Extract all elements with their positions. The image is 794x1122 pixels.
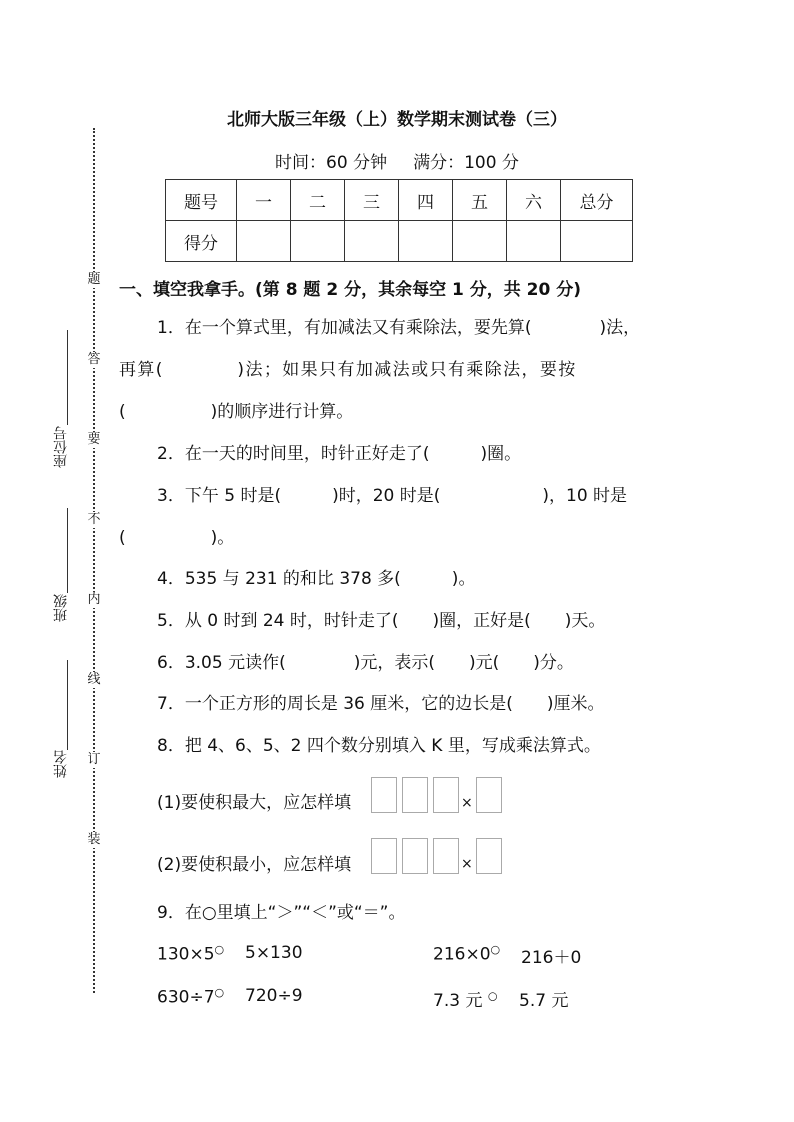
score-table-score-row (166, 221, 633, 262)
digit-box[interactable] (402, 777, 428, 813)
score-table-cell: 六 (507, 180, 561, 221)
question-3-line-2: ( )。 (119, 528, 235, 548)
compare-left: 630÷7 (157, 987, 215, 1008)
question-1-line-2: 再算( )法；如果只有加减法或只有乘除法，要按 (119, 360, 577, 380)
digit-box[interactable] (476, 777, 502, 813)
score-entry-cell[interactable] (237, 221, 291, 262)
class-line (67, 508, 68, 593)
question-9: 9．在○里填上“＞”“＜”或“＝”。 (157, 903, 406, 923)
comparison-item (157, 943, 224, 965)
question-1-line-1: 1．在一个算式里，有加减法又有乘除法，要先算( )法， (157, 318, 641, 338)
question-2: 2．在一天的时间里，时针正好走了( )圈。 (157, 444, 522, 464)
score-entry-cell[interactable] (453, 221, 507, 262)
digit-box[interactable] (402, 838, 428, 874)
name-line (67, 660, 68, 750)
multiply-sign: × (461, 795, 473, 811)
full-score: 满分：100 分 (413, 153, 519, 173)
question-7: 7．一个正方形的周长是 36 厘米，它的边长是( )厘米。 (157, 694, 605, 714)
section-heading: 一、填空我拿手。(第 8 题 2 分，其余每空 1 分，共 20 分) (119, 280, 582, 300)
binding-char: 线 (84, 672, 104, 688)
page-title: 北师大版三年级（上）数学期末测试卷（三） (227, 110, 567, 130)
score-entry-cell[interactable] (561, 221, 633, 262)
binding-char: 不 (84, 512, 104, 528)
comparison-item (433, 943, 500, 965)
score-entry-cell[interactable] (291, 221, 345, 262)
digit-box[interactable] (371, 777, 397, 813)
question-6: 6．3.05 元读作( )元，表示( )元( )分。 (157, 653, 574, 673)
score-entry-cell[interactable] (399, 221, 453, 262)
digit-box[interactable] (476, 838, 502, 874)
digit-box[interactable] (371, 838, 397, 874)
compare-right: 216＋0 (521, 948, 582, 968)
question-1-line-3: ( )的顺序进行计算。 (119, 402, 354, 422)
compare-left: 7.3 元 (433, 991, 483, 1011)
exam-info (0, 148, 794, 173)
comparison-item (157, 986, 224, 1008)
compare-right: 720÷9 (245, 986, 303, 1006)
compare-circle[interactable]: ○ (490, 943, 501, 956)
score-table (165, 179, 633, 262)
question-5: 5．从 0 时到 24 时，时针走了( )圈，正好是( )天。 (157, 611, 606, 631)
compare-right: 5×130 (245, 943, 303, 963)
binding-char: 题 (84, 272, 104, 288)
score-table-cell: 三 (345, 180, 399, 221)
compare-circle[interactable]: ○ (214, 943, 225, 956)
score-entry-cell[interactable] (345, 221, 399, 262)
question-3-line-1: 3．下午 5 时是( )时，20 时是( )，10 时是 (157, 486, 628, 506)
score-table-cell: 四 (399, 180, 453, 221)
score-table-cell: 题号 (166, 180, 237, 221)
binding-char: 内 (84, 592, 104, 608)
score-table-header-row (166, 180, 633, 221)
score-table-cell: 二 (291, 180, 345, 221)
digit-box[interactable] (433, 777, 459, 813)
score-table-cell: 得分 (166, 221, 237, 262)
question-8-part-1: (1)要使积最大，应怎样填 (157, 793, 352, 813)
name-label: 姓名 (53, 750, 69, 778)
class-label: 班级 (53, 594, 69, 622)
binding-dotted-line (93, 128, 95, 993)
score-entry-cell[interactable] (507, 221, 561, 262)
compare-right: 5.7 元 (519, 991, 569, 1011)
binding-char: 订 (84, 752, 104, 768)
digit-box[interactable] (433, 838, 459, 874)
score-table-cell: 总分 (561, 180, 633, 221)
compare-left: 216×0 (433, 944, 491, 965)
question-4: 4．535 与 231 的和比 378 多( )。 (157, 569, 476, 589)
score-table-cell: 五 (453, 180, 507, 221)
binding-char: 答 (84, 352, 104, 368)
score-table-cell: 一 (237, 180, 291, 221)
compare-circle[interactable]: ○ (487, 989, 498, 1003)
binding-char: 要 (84, 432, 104, 448)
question-8-part-2: (2)要使积最小，应怎样填 (157, 855, 352, 875)
seat-number-line (67, 330, 68, 425)
comparison-item (433, 986, 497, 1011)
multiply-sign: × (461, 856, 473, 872)
compare-circle[interactable]: ○ (214, 986, 225, 999)
time-limit: 时间：60 分钟 (275, 153, 388, 173)
binding-char: 装 (84, 832, 104, 848)
question-8: 8．把 4、6、5、2 四个数分别填入 K 里，写成乘法算式。 (157, 736, 601, 756)
compare-left: 130×5 (157, 944, 215, 965)
seat-number-label: 座位号 (53, 426, 69, 468)
